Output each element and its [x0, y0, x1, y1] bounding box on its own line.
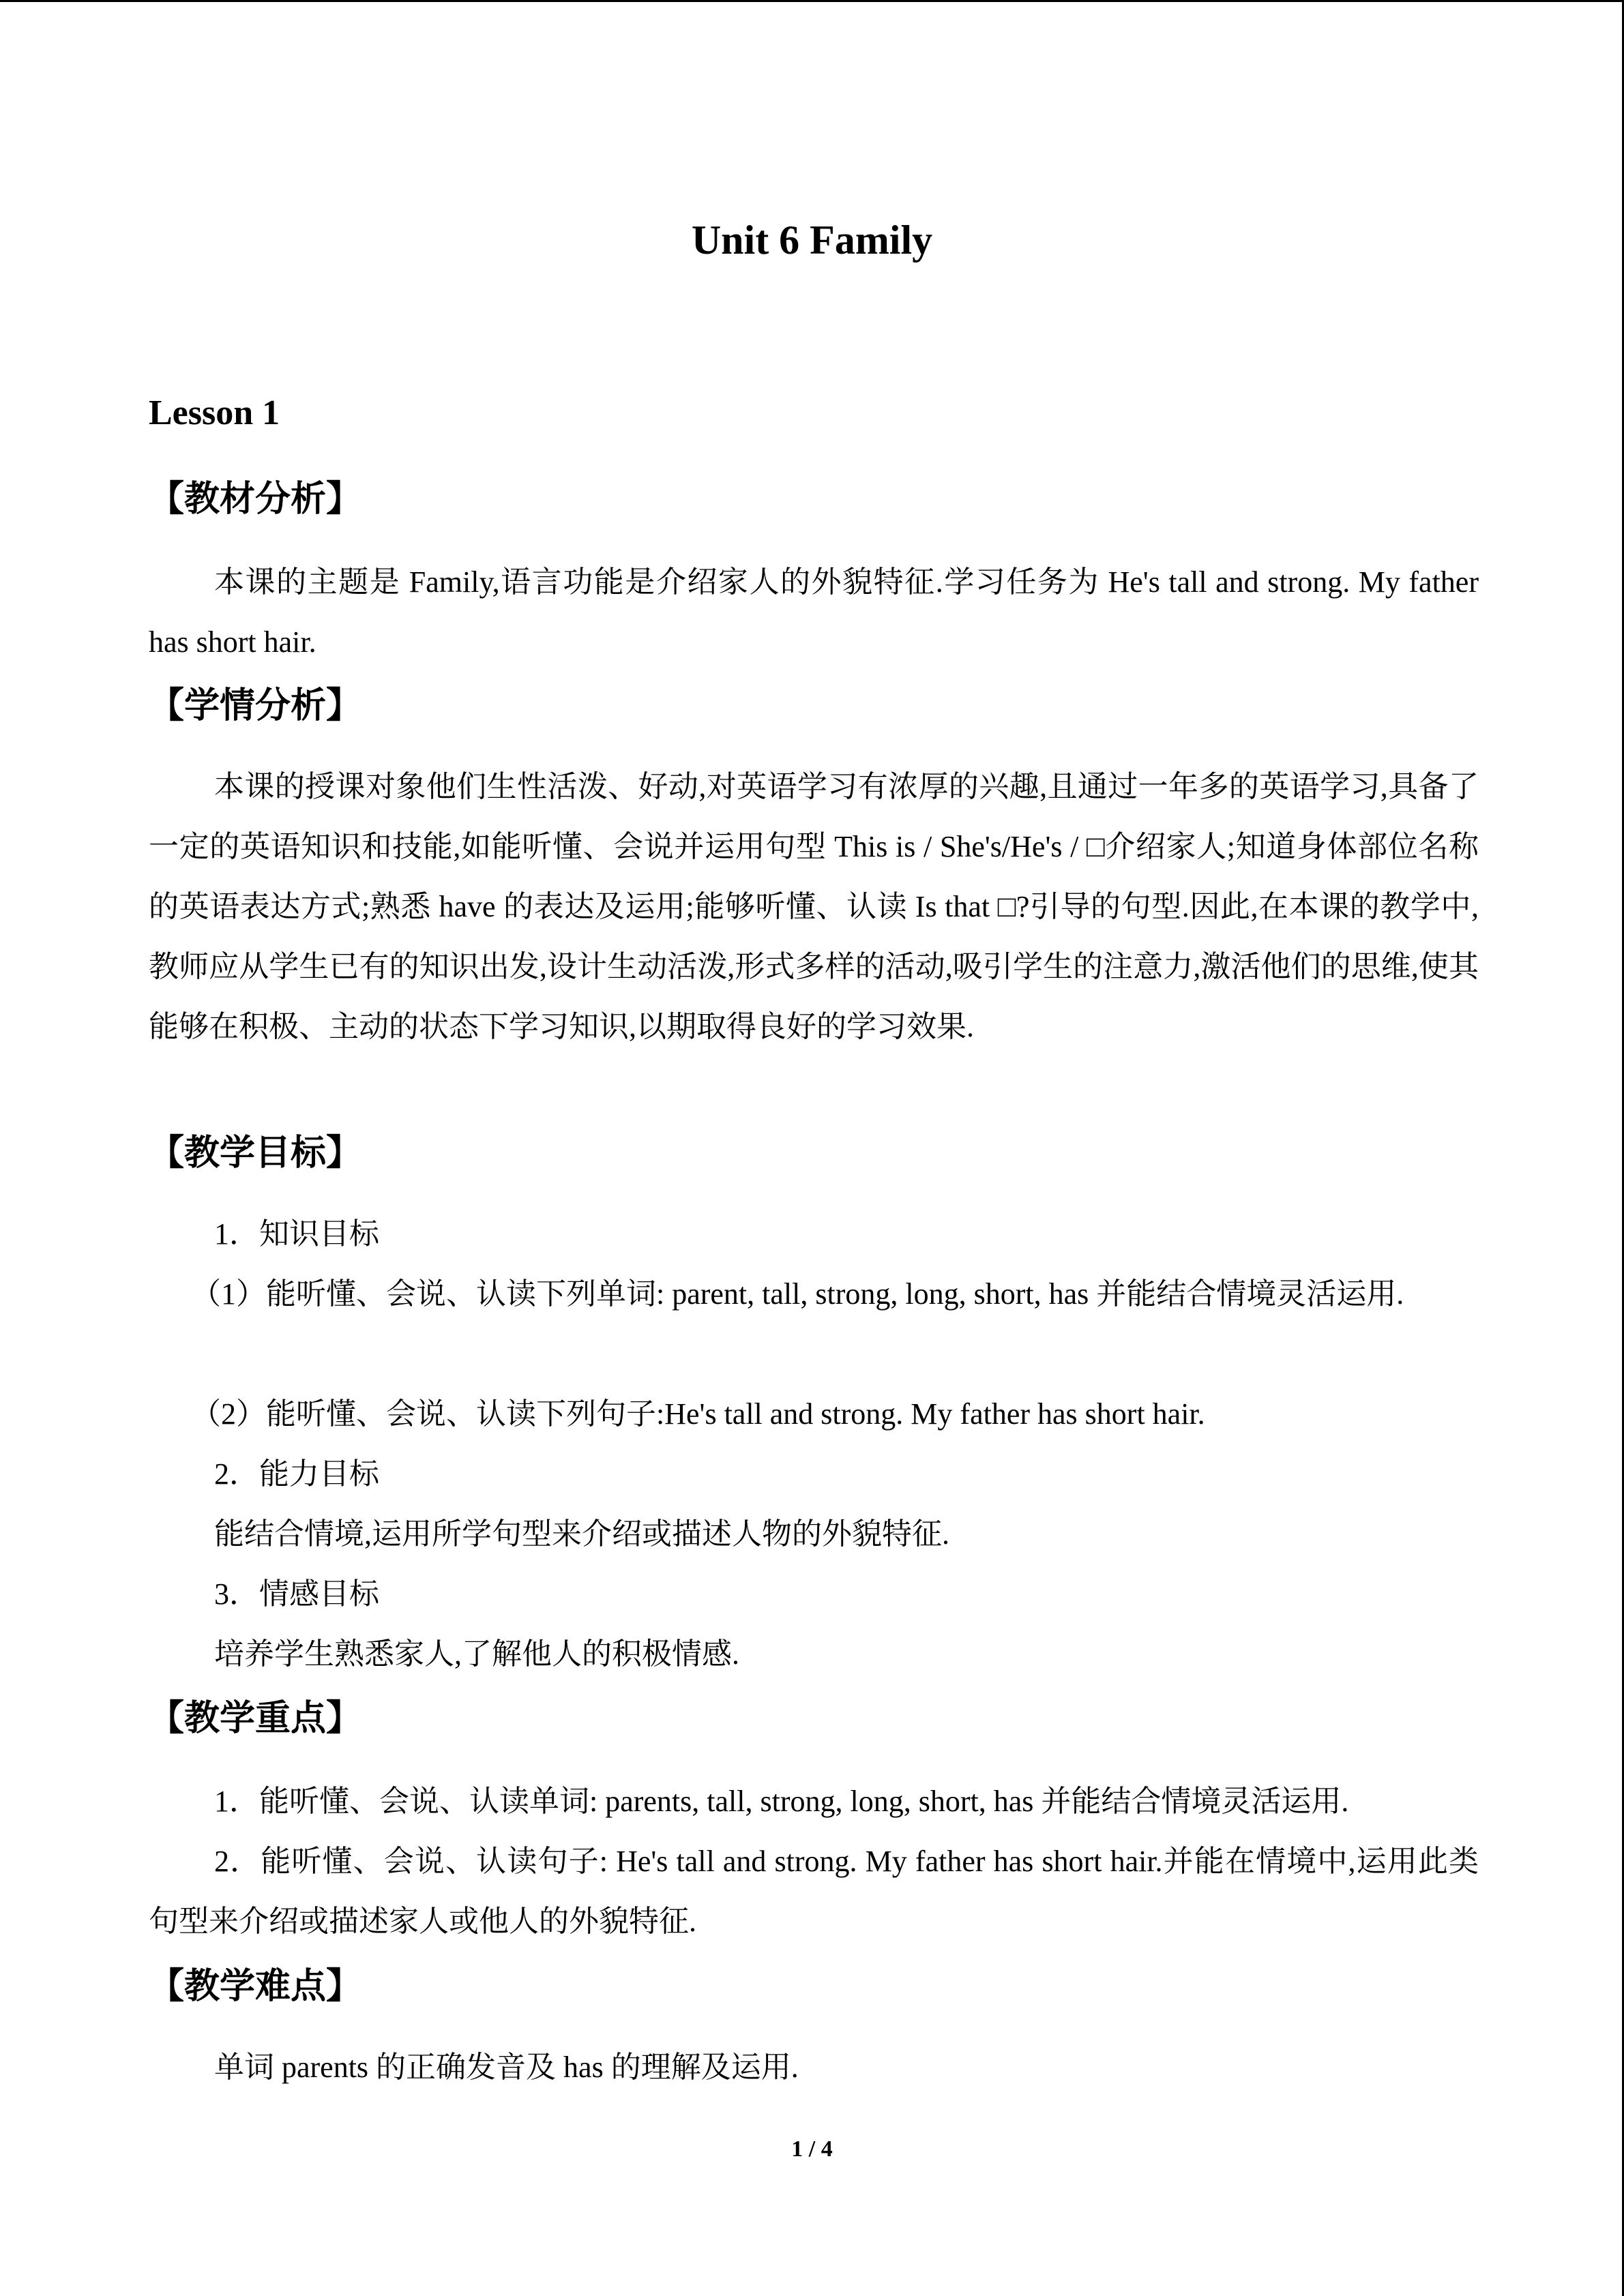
material-analysis-text: 本课的主题是 Family,语言功能是介绍家人的外貌特征.学习任务为 He's tall and strong. My father has short hair.	[149, 565, 1479, 659]
goal-ability-title: 2．能力目标	[214, 1457, 379, 1491]
page-border-top	[0, 0, 1624, 2]
difficult-points-text: 单词 parents 的正确发音及 has 的理解及运用.	[214, 2051, 799, 2084]
section-heading-difficult-points: 【教学难点】	[149, 1966, 362, 2007]
goal-emotion-title: 3．情感目标	[214, 1577, 379, 1611]
goal-knowledge-item-2: （2）能听懂、会说、认读下列句子:He's tall and strong. My father has short hair.	[191, 1397, 1205, 1431]
key-point-2: 2．能听懂、会说、认读句子: He's tall and strong. My father has short hair.并能在情境中,运用此类句型来介绍或描述家人或他人的外貌特征.	[149, 1845, 1479, 1938]
page-number: 1 / 4	[791, 2136, 833, 2162]
section-heading-teaching-goals: 【教学目标】	[149, 1133, 362, 1174]
lesson-label: Lesson 1	[149, 393, 280, 432]
goal-knowledge-item-1: （1）能听懂、会说、认读下列单词: parent, tall, strong, long, short, has 并能结合情境灵活运用.	[191, 1277, 1404, 1311]
section-heading-student-analysis: 【学情分析】	[149, 685, 362, 726]
student-analysis-text: 本课的授课对象他们生性活泼、好动,对英语学习有浓厚的兴趣,且通过一年多的英语学习,具备了一定的英语知识和技能,如能听懂、会说并运用句型 This is / She's/He's / □介绍家人;知道身体部位名称的英语表达方式;熟悉 have 的表达及运用;能够听懂、认读 Is that □?引导的句型.因此,在本课的教学中,教师应从学生已有的知识出发,设计生动活泼,形式多样的活动,吸引学生的注意力,激活他们的思维,使其能够在积极、主动的状态下学习知识,以期取得良好的学习效果.	[149, 770, 1479, 1043]
document-title: Unit 6 Family	[691, 218, 933, 263]
goal-ability-text: 能结合情境,运用所学句型来介绍或描述人物的外貌特征.	[214, 1517, 949, 1551]
goal-emotion-text: 培养学生熟悉家人,了解他人的积极情感.	[214, 1637, 739, 1671]
section-heading-material-analysis: 【教材分析】	[149, 479, 362, 520]
key-point-1: 1．能听懂、会说、认读单词: parents, tall, strong, long, short, has 并能结合情境灵活运用.	[214, 1785, 1349, 1818]
goal-knowledge-title: 1．知识目标	[214, 1217, 379, 1251]
section-heading-key-points: 【教学重点】	[149, 1698, 362, 1739]
